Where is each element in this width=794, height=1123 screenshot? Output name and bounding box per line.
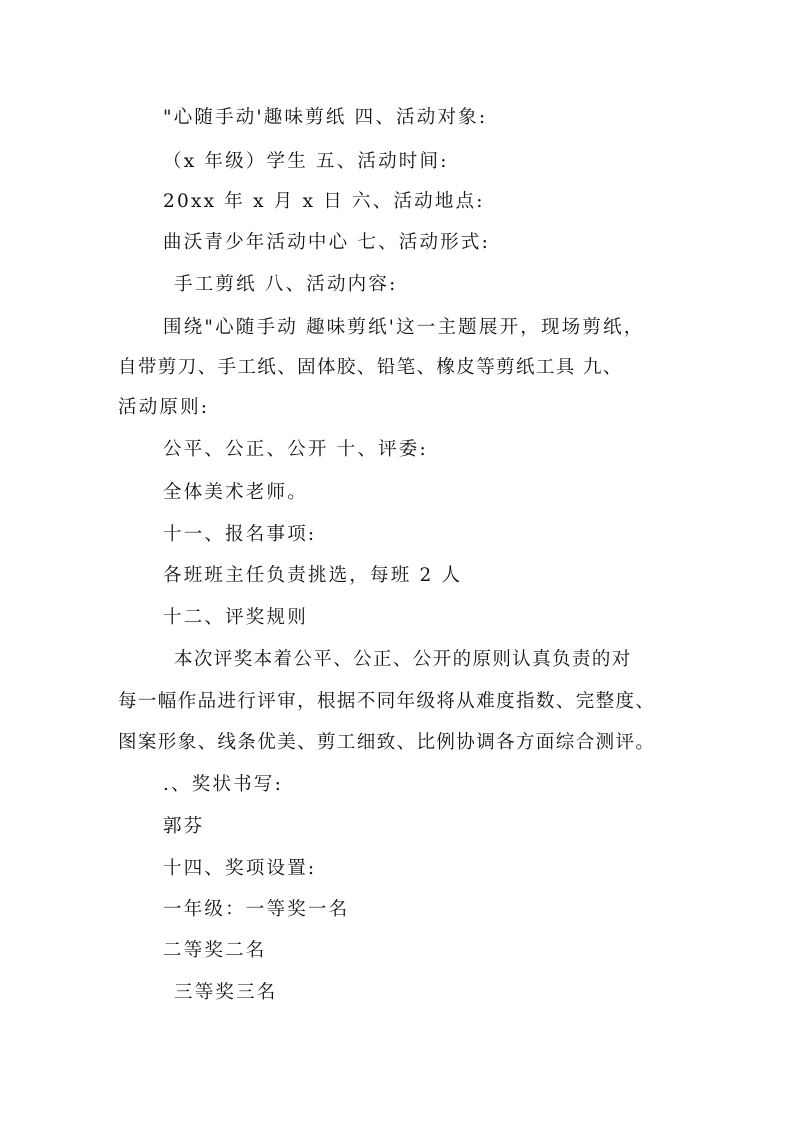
text-line-6: 围绕"心随手动 趣味剪纸'这一主题展开，现场剪纸，: [163, 317, 645, 338]
text-line-11: 十一、报名事项:: [163, 524, 317, 545]
text-line-16: 图案形象、线条优美、剪工细致、比例协调各方面综合测评。: [118, 732, 656, 753]
text-line-21: 二等奖二名: [163, 940, 267, 961]
text-line-15: 每一幅作品进行评审，根据不同年级将从难度指数、完整度、: [118, 691, 656, 712]
text-line-13: 十二、评奖规则: [163, 607, 308, 628]
text-line-5: 手工剪纸 八、活动内容:: [174, 274, 398, 295]
text-line-19: 十四、奖项设置:: [163, 858, 317, 879]
text-line-8: 活动原则:: [118, 397, 210, 418]
text-line-9: 公平、公正、公开 十、评委:: [163, 439, 428, 460]
text-line-2: （x 年级）学生 五、活动时间:: [163, 151, 449, 172]
text-line-3: 20xx 年 x 月 x 日 六、活动地点:: [163, 191, 485, 212]
text-line-17: .、奖状书写:: [163, 774, 284, 795]
text-line-4: 曲沃青少年活动中心 七、活动形式:: [163, 232, 491, 253]
text-line-12: 各班班主任负责挑选，每班 2 人: [163, 565, 463, 586]
text-line-22: 三等奖三名: [174, 982, 278, 1003]
text-line-7: 自带剪刀、手工纸、固体胶、铅笔、橡皮等剪纸工具 九、: [118, 357, 623, 378]
text-line-1: "心随手动'趣味剪纸 四、活动对象:: [163, 107, 488, 128]
text-line-18: 郭芬: [163, 816, 205, 837]
text-line-10: 全体美术老师。: [163, 482, 308, 503]
text-line-14: 本次评奖本着公平、公正、公开的原则认真负责的对: [174, 649, 632, 670]
text-line-20: 一年级：一等奖一名: [163, 899, 350, 920]
